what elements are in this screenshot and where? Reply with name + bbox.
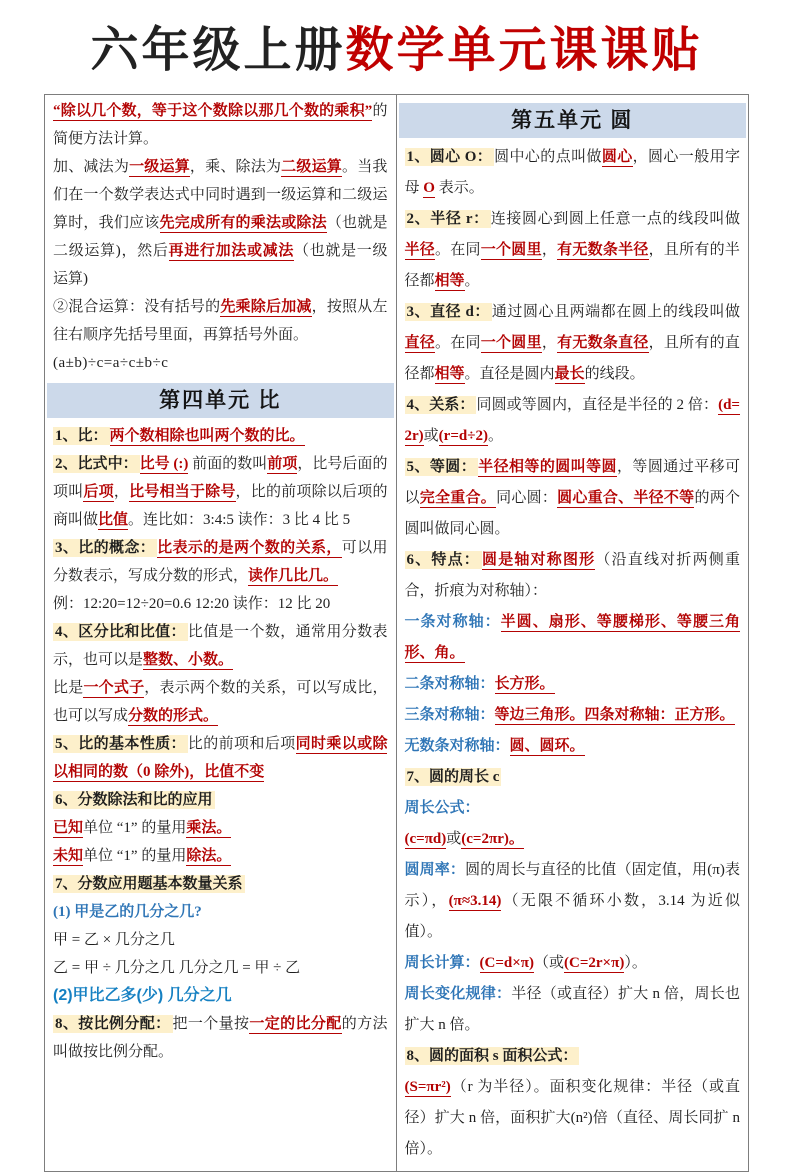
blue-label-text: (1) 甲是乙的几分之几? (53, 904, 202, 920)
title-black-part: 六年级上册 (90, 24, 346, 77)
highlighted-term: 6、分数除法和比的应用 (55, 792, 213, 808)
column-left (45, 95, 397, 1171)
page-title (0, 22, 793, 80)
highlighted-term: 3、比的概念： (55, 540, 156, 556)
body-text: 。当我们在一个数学表达式中同时遇到一级运算和二级运算时，我们应该 (53, 159, 388, 231)
body-text: 圆中心的点叫做 (494, 149, 602, 165)
text-paragraph (53, 450, 388, 534)
red-underline-text: 相等 (434, 366, 465, 382)
highlighted-term: 8、按比例分配： (55, 1016, 171, 1032)
text-paragraph (53, 422, 388, 450)
text-paragraph (53, 1010, 388, 1066)
text-paragraph (53, 926, 388, 954)
red-underline-text: 比表示的是两个数的关系， (157, 540, 342, 556)
title-red-part: 数学单元课课贴 (345, 24, 703, 77)
body-text: ，乘、除法为 (189, 159, 282, 175)
red-underline-text: 一级运算 (129, 159, 190, 175)
body-text: 单位 “1” 的量用 (83, 820, 187, 836)
red-underline-text: 圆、圆环。 (509, 738, 585, 754)
highlighted-term: 6、特点： (406, 552, 480, 568)
blue-label-text: 一条对称轴： (404, 614, 501, 630)
highlighted-term: 1、圆心 O： (406, 149, 493, 165)
body-text: 加、减法为 (53, 159, 130, 175)
highlighted-term: 8、圆的面积 s 面积公式： (406, 1048, 578, 1064)
body-text: 圆的周长与直径的比值（固定值，用(π)表示）， (404, 862, 740, 909)
red-underline-text: 半圆、扇形、等腰梯形、等腰三角形、角。 (404, 614, 740, 661)
red-underline-text: (C=2r×π) (564, 955, 625, 971)
formula-line (53, 349, 388, 377)
text-paragraph (405, 855, 741, 948)
red-underline-text: 先完成所有的乘法或除法 (159, 215, 327, 231)
text-paragraph (53, 814, 388, 842)
red-underline-text: 未知 (53, 848, 84, 864)
body-text: 甲 = 乙 × 几分之几 (53, 932, 175, 948)
section-header: 第五单元 圆 (399, 103, 747, 138)
text-paragraph (53, 618, 388, 674)
text-paragraph (53, 982, 388, 1010)
text-paragraph (405, 700, 741, 731)
highlighted-term: 1、比： (55, 428, 108, 444)
body-text: ②混合运算：没有括号的 (53, 299, 221, 315)
red-underline-text: 读作几比几。 (248, 568, 339, 584)
blue-label-text: 无数条对称轴： (404, 738, 510, 754)
body-text: ，比的前项除以后项的商叫做 (53, 484, 388, 528)
body-text: 同心圆： (496, 490, 558, 506)
red-underline-text: 后项 (83, 484, 114, 500)
body-text: 的方法叫做按比例分配。 (53, 1016, 388, 1060)
body-text: ，圆心一般用字母 (404, 149, 740, 196)
body-text: 。直径是圆内 (464, 366, 555, 382)
text-paragraph (53, 842, 388, 870)
body-text: 乙 = 甲 ÷ 几分之几 几分之几 = 甲 ÷ 乙 (53, 960, 301, 976)
body-text: ，等圆通过平移可以 (404, 459, 740, 506)
text-paragraph (405, 793, 741, 824)
blue-label-text: 二条对称轴： (404, 676, 495, 692)
text-paragraph (405, 452, 741, 545)
highlighted-term: 7、圆的周长 c (406, 769, 500, 785)
body-text: ，按照从左往右顺序先括号里面，再算括号外面。 (53, 299, 388, 343)
highlighted-term: 5、等圆： (406, 459, 477, 475)
body-text: （r 为半径）。面积变化规律：半径（或直径）扩大 n 倍，面积扩大(n²)倍（直径、周长同扩 n 倍）。 (404, 1079, 740, 1157)
red-underline-text: 最长 (554, 366, 585, 382)
body-text: ， (541, 335, 558, 351)
red-underline-text: 一个圆里 (480, 335, 542, 351)
text-paragraph (405, 1072, 741, 1165)
red-underline-text: 比号相当于除号 (129, 484, 236, 500)
red-underline-text: 完全重合。 (419, 490, 497, 506)
body-text: 连接圆心到圆上任意一点的线段叫做 (490, 211, 740, 227)
body-text: ）。 (624, 955, 647, 971)
body-text: 比是 (53, 680, 84, 696)
body-text: 可以用分数表示，写成分数的形式， (53, 540, 388, 584)
highlighted-term: 7、分数应用题基本数量关系 (55, 876, 243, 892)
highlighted-term: 2、半径 r： (406, 211, 489, 227)
red-underline-text: 比值 (98, 512, 129, 528)
text-paragraph (53, 730, 388, 786)
red-underline-text: (r=d÷2) (438, 428, 488, 444)
red-underline-text: 半径相等的圆叫等圆 (478, 459, 617, 475)
red-underline-text: (S=πr²) (404, 1079, 451, 1095)
red-underline-text: 再进行加法或减法 (168, 243, 295, 259)
blue-label-text: 周长变化规律： (404, 986, 512, 1002)
red-underline-text: 长方形。 (494, 676, 555, 692)
text-paragraph (405, 762, 741, 793)
body-text: （沿直线对折两侧重合，折痕为对称轴）： (404, 552, 740, 599)
text-paragraph (53, 97, 388, 153)
text-paragraph (53, 153, 388, 293)
section-header: 第四单元 比 (47, 383, 394, 418)
body-text: ，且所有的半径都 (404, 242, 740, 289)
body-text: （或 (534, 955, 565, 971)
body-text: 的线段。 (584, 366, 645, 382)
body-text: ， (541, 242, 558, 258)
text-paragraph (405, 731, 741, 762)
text-paragraph (53, 534, 388, 590)
body-text: 的两个圆叫做同心圆。 (404, 490, 740, 537)
highlighted-term: 2、比式中： (55, 456, 138, 472)
highlighted-term: 4、关系： (406, 397, 475, 413)
red-underline-text: 相等 (434, 273, 465, 289)
text-paragraph (405, 607, 741, 669)
blue-bold-text: (2)甲比乙多(少) 几分之几 (53, 987, 232, 1004)
text-paragraph (53, 786, 388, 814)
red-underline-text: 有无数条半径 (557, 242, 649, 258)
highlighted-term: 3、直径 d： (406, 304, 490, 320)
red-underline-text: 比号 (:) (139, 456, 189, 472)
column-right (397, 95, 749, 1171)
text-paragraph (53, 293, 388, 349)
red-underline-text: 一个式子 (83, 680, 145, 696)
red-underline-text: 同时乘以或除以相同的数（0 除外)，比值不变 (53, 736, 388, 780)
body-text: 或 (446, 831, 462, 847)
body-text: 表示。 (434, 180, 484, 196)
body-text: 单位 “1” 的量用 (83, 848, 187, 864)
red-underline-text: (d=2r) (404, 397, 740, 444)
red-underline-text: 两个数相除也叫两个数的比。 (109, 428, 305, 444)
body-text: 。在同 (435, 242, 481, 258)
body-text: （也就是一级运算) (53, 243, 388, 287)
blue-label-text: 三条对称轴： (404, 707, 495, 723)
text-paragraph (53, 674, 388, 730)
body-text: (a±b)÷c=a÷c±b÷c (53, 355, 169, 371)
body-text: （无限不循环小数，3.14 为近似值）。 (404, 893, 740, 940)
body-text: 半径（或直径）扩大 n 倍，周长也扩大 n 倍。 (404, 986, 740, 1033)
body-text: 。连比如：3:4:5 读作：3 比 4 比 5 (128, 512, 351, 528)
body-text: 比的前项和后项 (187, 736, 296, 752)
red-underline-text: 圆是轴对称图形 (482, 552, 596, 568)
body-text: 例：12:20=12÷20=0.6 12:20 读作：12 比 20 (53, 596, 331, 612)
body-text: ，表示两个数的关系，可以写成比，也可以写成 (53, 680, 388, 724)
blue-label-text: 周长计算： (404, 955, 480, 971)
text-paragraph (405, 979, 741, 1041)
body-text: 把一个量按 (172, 1016, 250, 1032)
red-underline-text: 一定的比分配 (249, 1016, 342, 1032)
red-underline-text: 有无数条直径 (557, 335, 649, 351)
text-paragraph (405, 669, 741, 700)
text-paragraph (405, 824, 741, 855)
body-text: 或 (423, 428, 439, 444)
blue-label-text: 周长公式： (404, 800, 480, 816)
red-underline-text: 二级运算 (281, 159, 343, 175)
red-underline-text: 整数、小数。 (143, 652, 234, 668)
notes-table (44, 94, 749, 1172)
red-underline-text: 除法。 (186, 848, 232, 864)
text-paragraph (405, 204, 741, 297)
red-underline-text: 先乘除后加减 (220, 299, 312, 315)
body-text: 前面的数叫 (188, 456, 268, 472)
text-paragraph (53, 954, 388, 982)
red-underline-text: 一个圆里 (480, 242, 542, 258)
text-paragraph (405, 142, 741, 204)
red-underline-text: 前项 (267, 456, 298, 472)
body-text: 同圆或等圆内，直径是半径的 2 倍： (476, 397, 719, 413)
text-paragraph (405, 545, 741, 607)
body-text: 。 (464, 273, 480, 289)
red-underline-text: 直径 (404, 335, 436, 351)
blue-label-text: 圆周率： (404, 862, 466, 878)
red-underline-text: 圆心重合、半径不等 (557, 490, 695, 506)
red-underline-text: (c=πd) (404, 831, 447, 847)
text-paragraph (405, 390, 741, 452)
body-text: 的简便方法计算。 (53, 103, 388, 147)
text-paragraph (405, 948, 741, 979)
body-text: （也就是二级运算)，然后 (53, 215, 388, 259)
red-underline-text: 已知 (53, 820, 84, 836)
red-underline-text: O (423, 180, 435, 196)
red-underline-text: (c=2πr)。 (461, 831, 524, 847)
text-paragraph (53, 590, 388, 618)
body-text: ，比号后面的项叫 (53, 456, 388, 500)
highlighted-term: 4、区分比和比值： (55, 624, 186, 640)
red-underline-text: (π≈3.14) (448, 893, 502, 909)
body-text: 比值是一个数，通常用分数表示，也可以是 (53, 624, 388, 668)
body-text: 通过圆心且两端都在圆上的线段叫做 (491, 304, 740, 320)
red-underline-text: 半径 (404, 242, 436, 258)
body-text: 。 (487, 428, 503, 444)
highlighted-term: 5、比的基本性质： (55, 736, 186, 752)
text-paragraph (53, 898, 388, 926)
red-underline-text: “除以几个数，等于这个数除以那几个数的乘积” (53, 103, 373, 119)
red-underline-text: 等边三角形。四条对称轴：正方形。 (494, 707, 735, 723)
text-paragraph (405, 1041, 741, 1072)
body-text: 。在同 (435, 335, 481, 351)
red-underline-text: 分数的形式。 (128, 708, 219, 724)
text-paragraph (405, 297, 741, 390)
red-underline-text: 乘法。 (186, 820, 232, 836)
body-text: ， (113, 484, 130, 500)
body-text: ，且所有的直径都 (404, 335, 740, 382)
text-paragraph (53, 870, 388, 898)
red-underline-text: (C=d×π) (479, 955, 534, 971)
red-underline-text: 圆心 (601, 149, 633, 165)
